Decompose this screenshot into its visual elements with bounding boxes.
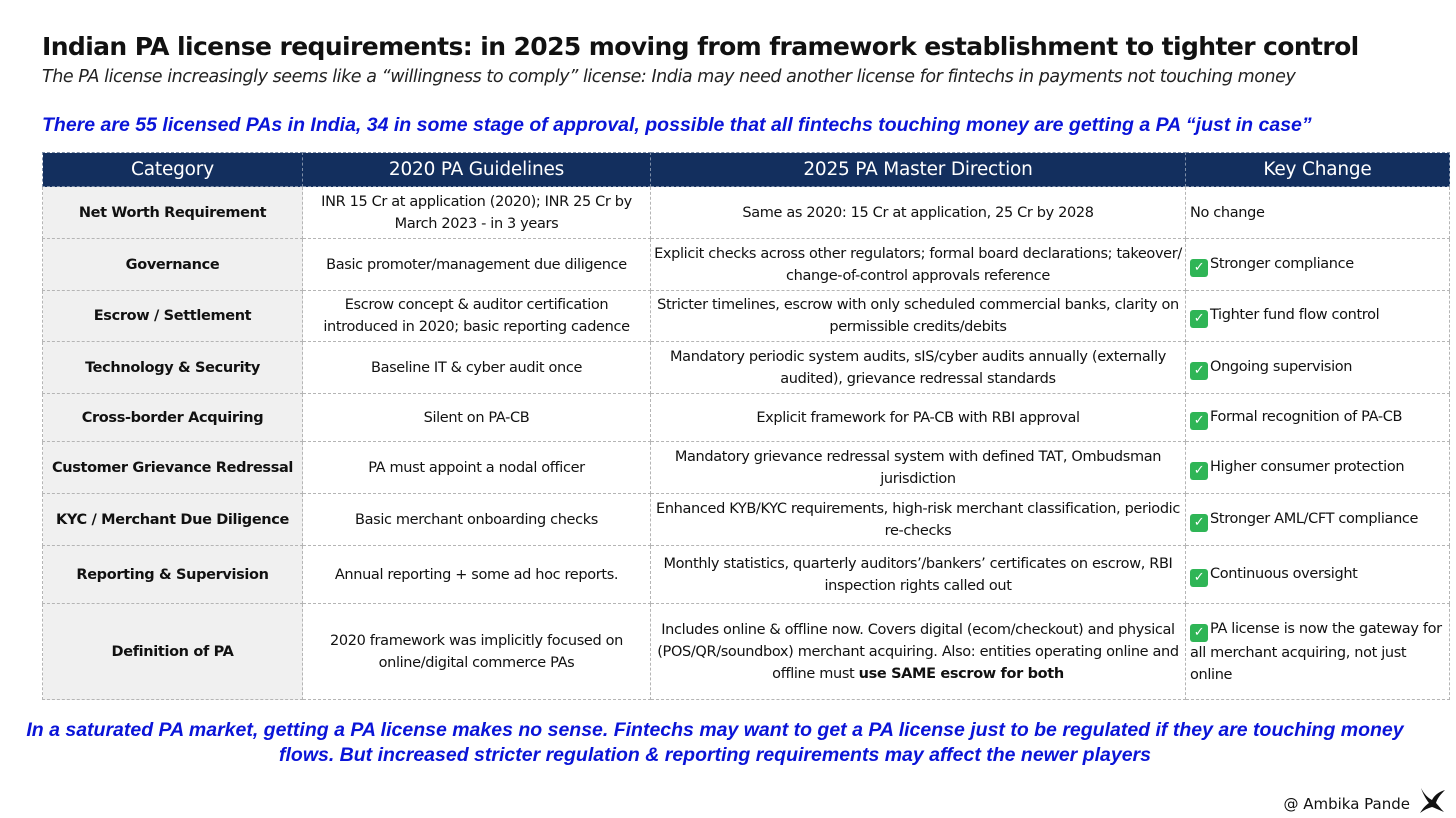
row-category: Escrow / Settlement [43, 291, 303, 342]
check-mark-icon: ✓ [1190, 259, 1208, 277]
row-2020-guideline: Basic merchant onboarding checks [303, 494, 651, 546]
row-2020-guideline: Annual reporting + some ad hoc reports. [303, 546, 651, 604]
check-mark-icon: ✓ [1190, 624, 1208, 642]
row-key-change [1186, 342, 1450, 394]
row-key-change [1186, 442, 1450, 494]
row-category: Cross-border Acquiring [43, 394, 303, 442]
row-category: Technology & Security [43, 342, 303, 394]
header-key-change: Key Change [1186, 153, 1450, 187]
row-2020-guideline: 2020 framework was implicitly focused on online/digital commerce PAs [303, 604, 651, 700]
row-2025-direction: Explicit checks across other regulators; formal board declarations; takeover/ change-of-control approvals reference [651, 239, 1186, 291]
row-category: KYC / Merchant Due Diligence [43, 494, 303, 546]
table-row [43, 291, 1450, 342]
row-key-change [1186, 187, 1450, 239]
row-key-change [1186, 604, 1450, 700]
key-change-text: PA license is now the gateway for all merchant acquiring, not just online [1190, 620, 1442, 683]
table-row [43, 342, 1450, 394]
row-2020-guideline: INR 15 Cr at application (2020); INR 25 Cr by March 2023 - in 3 years [303, 187, 651, 239]
key-change-text: No change [1190, 204, 1265, 221]
page-subtitle: The PA license increasingly seems like a “willingness to comply” license: India may need another license for fintechs in payments not touching money [42, 67, 1296, 87]
row-2025-direction: Stricter timelines, escrow with only scheduled commercial banks, clarity on permissible credits/debits [651, 291, 1186, 342]
table-row [43, 187, 1450, 239]
key-change-text: Tighter fund flow control [1210, 307, 1380, 323]
direction-emphasis: use SAME escrow for both [858, 665, 1064, 682]
row-2025-direction: Mandatory periodic system audits, sIS/cyber audits annually (externally audited), grievance redressal standards [651, 342, 1186, 394]
row-category: Net Worth Requirement [43, 187, 303, 239]
check-mark-icon: ✓ [1190, 569, 1208, 587]
row-2025-direction [651, 604, 1186, 700]
row-key-change [1186, 494, 1450, 546]
comparison-table [42, 152, 1450, 700]
headline-note: There are 55 licensed PAs in India, 34 in some stage of approval, possible that all fintechs touching money are getting a PA “just in case” [42, 114, 1312, 136]
row-key-change [1186, 291, 1450, 342]
key-change-text: Ongoing supervision [1210, 358, 1353, 375]
row-2020-guideline: Escrow concept & auditor certification introduced in 2020; basic reporting cadence [303, 291, 651, 342]
row-category: Customer Grievance Redressal [43, 442, 303, 494]
row-key-change [1186, 239, 1450, 291]
key-change-text: Stronger AML/CFT compliance [1210, 510, 1419, 527]
row-category: Reporting & Supervision [43, 546, 303, 604]
header-2025-direction: 2025 PA Master Direction [651, 153, 1186, 187]
check-mark-icon: ✓ [1190, 412, 1208, 430]
check-mark-icon: ✓ [1190, 462, 1208, 480]
check-mark-icon: ✓ [1190, 514, 1208, 532]
row-category: Definition of PA [43, 604, 303, 700]
row-2020-guideline: PA must appoint a nodal officer [303, 442, 651, 494]
check-mark-icon: ✓ [1190, 310, 1208, 328]
row-2020-guideline: Baseline IT & cyber audit once [303, 342, 651, 394]
table-body [43, 187, 1450, 700]
header-2020-guidelines: 2020 PA Guidelines [303, 153, 651, 187]
table-row [43, 394, 1450, 442]
table-row [43, 494, 1450, 546]
row-2020-guideline: Silent on PA-CB [303, 394, 651, 442]
table-row [43, 239, 1450, 291]
table-row [43, 604, 1450, 700]
header-category: Category [43, 153, 303, 187]
key-change-text: Higher consumer protection [1210, 458, 1405, 475]
key-change-text: Continuous oversight [1210, 565, 1358, 582]
key-change-text: Formal recognition of PA-CB [1210, 408, 1403, 425]
row-category: Governance [43, 239, 303, 291]
footer-note: In a saturated PA market, getting a PA license makes no sense. Fintechs may want to get a PA license just to be regulated if they are touching money flows. But increased stricter regulation & reporting requirements may affect the newer players [26, 719, 1404, 766]
row-2020-guideline: Basic promoter/management due diligence [303, 239, 651, 291]
direction-text: Includes online & offline now. Covers digital (ecom/checkout) and physical (POS/QR/soundbox) merchant acquiring. Also: entities operating online and offline must [657, 621, 1179, 682]
check-mark-icon: ✓ [1190, 362, 1208, 380]
page-title: Indian PA license requirements: in 2025 moving from framework establishment to tighter control [42, 32, 1359, 61]
table-header-row [43, 153, 1450, 187]
row-2025-direction: Enhanced KYB/KYC requirements, high-risk merchant classification, periodic re-checks [651, 494, 1186, 546]
row-2025-direction: Mandatory grievance redressal system with defined TAT, Ombudsman jurisdiction [651, 442, 1186, 494]
bird-logo-icon [1418, 786, 1448, 814]
author-credit: @ Ambika Pande [1283, 795, 1410, 813]
row-2025-direction: Explicit framework for PA-CB with RBI approval [651, 394, 1186, 442]
table-row [43, 546, 1450, 604]
row-key-change [1186, 546, 1450, 604]
key-change-text: Stronger compliance [1210, 255, 1354, 272]
row-2025-direction: Monthly statistics, quarterly auditors’/bankers’ certificates on escrow, RBI inspection rights called out [651, 546, 1186, 604]
row-key-change [1186, 394, 1450, 442]
row-2025-direction: Same as 2020: 15 Cr at application, 25 Cr by 2028 [651, 187, 1186, 239]
table-row [43, 442, 1450, 494]
